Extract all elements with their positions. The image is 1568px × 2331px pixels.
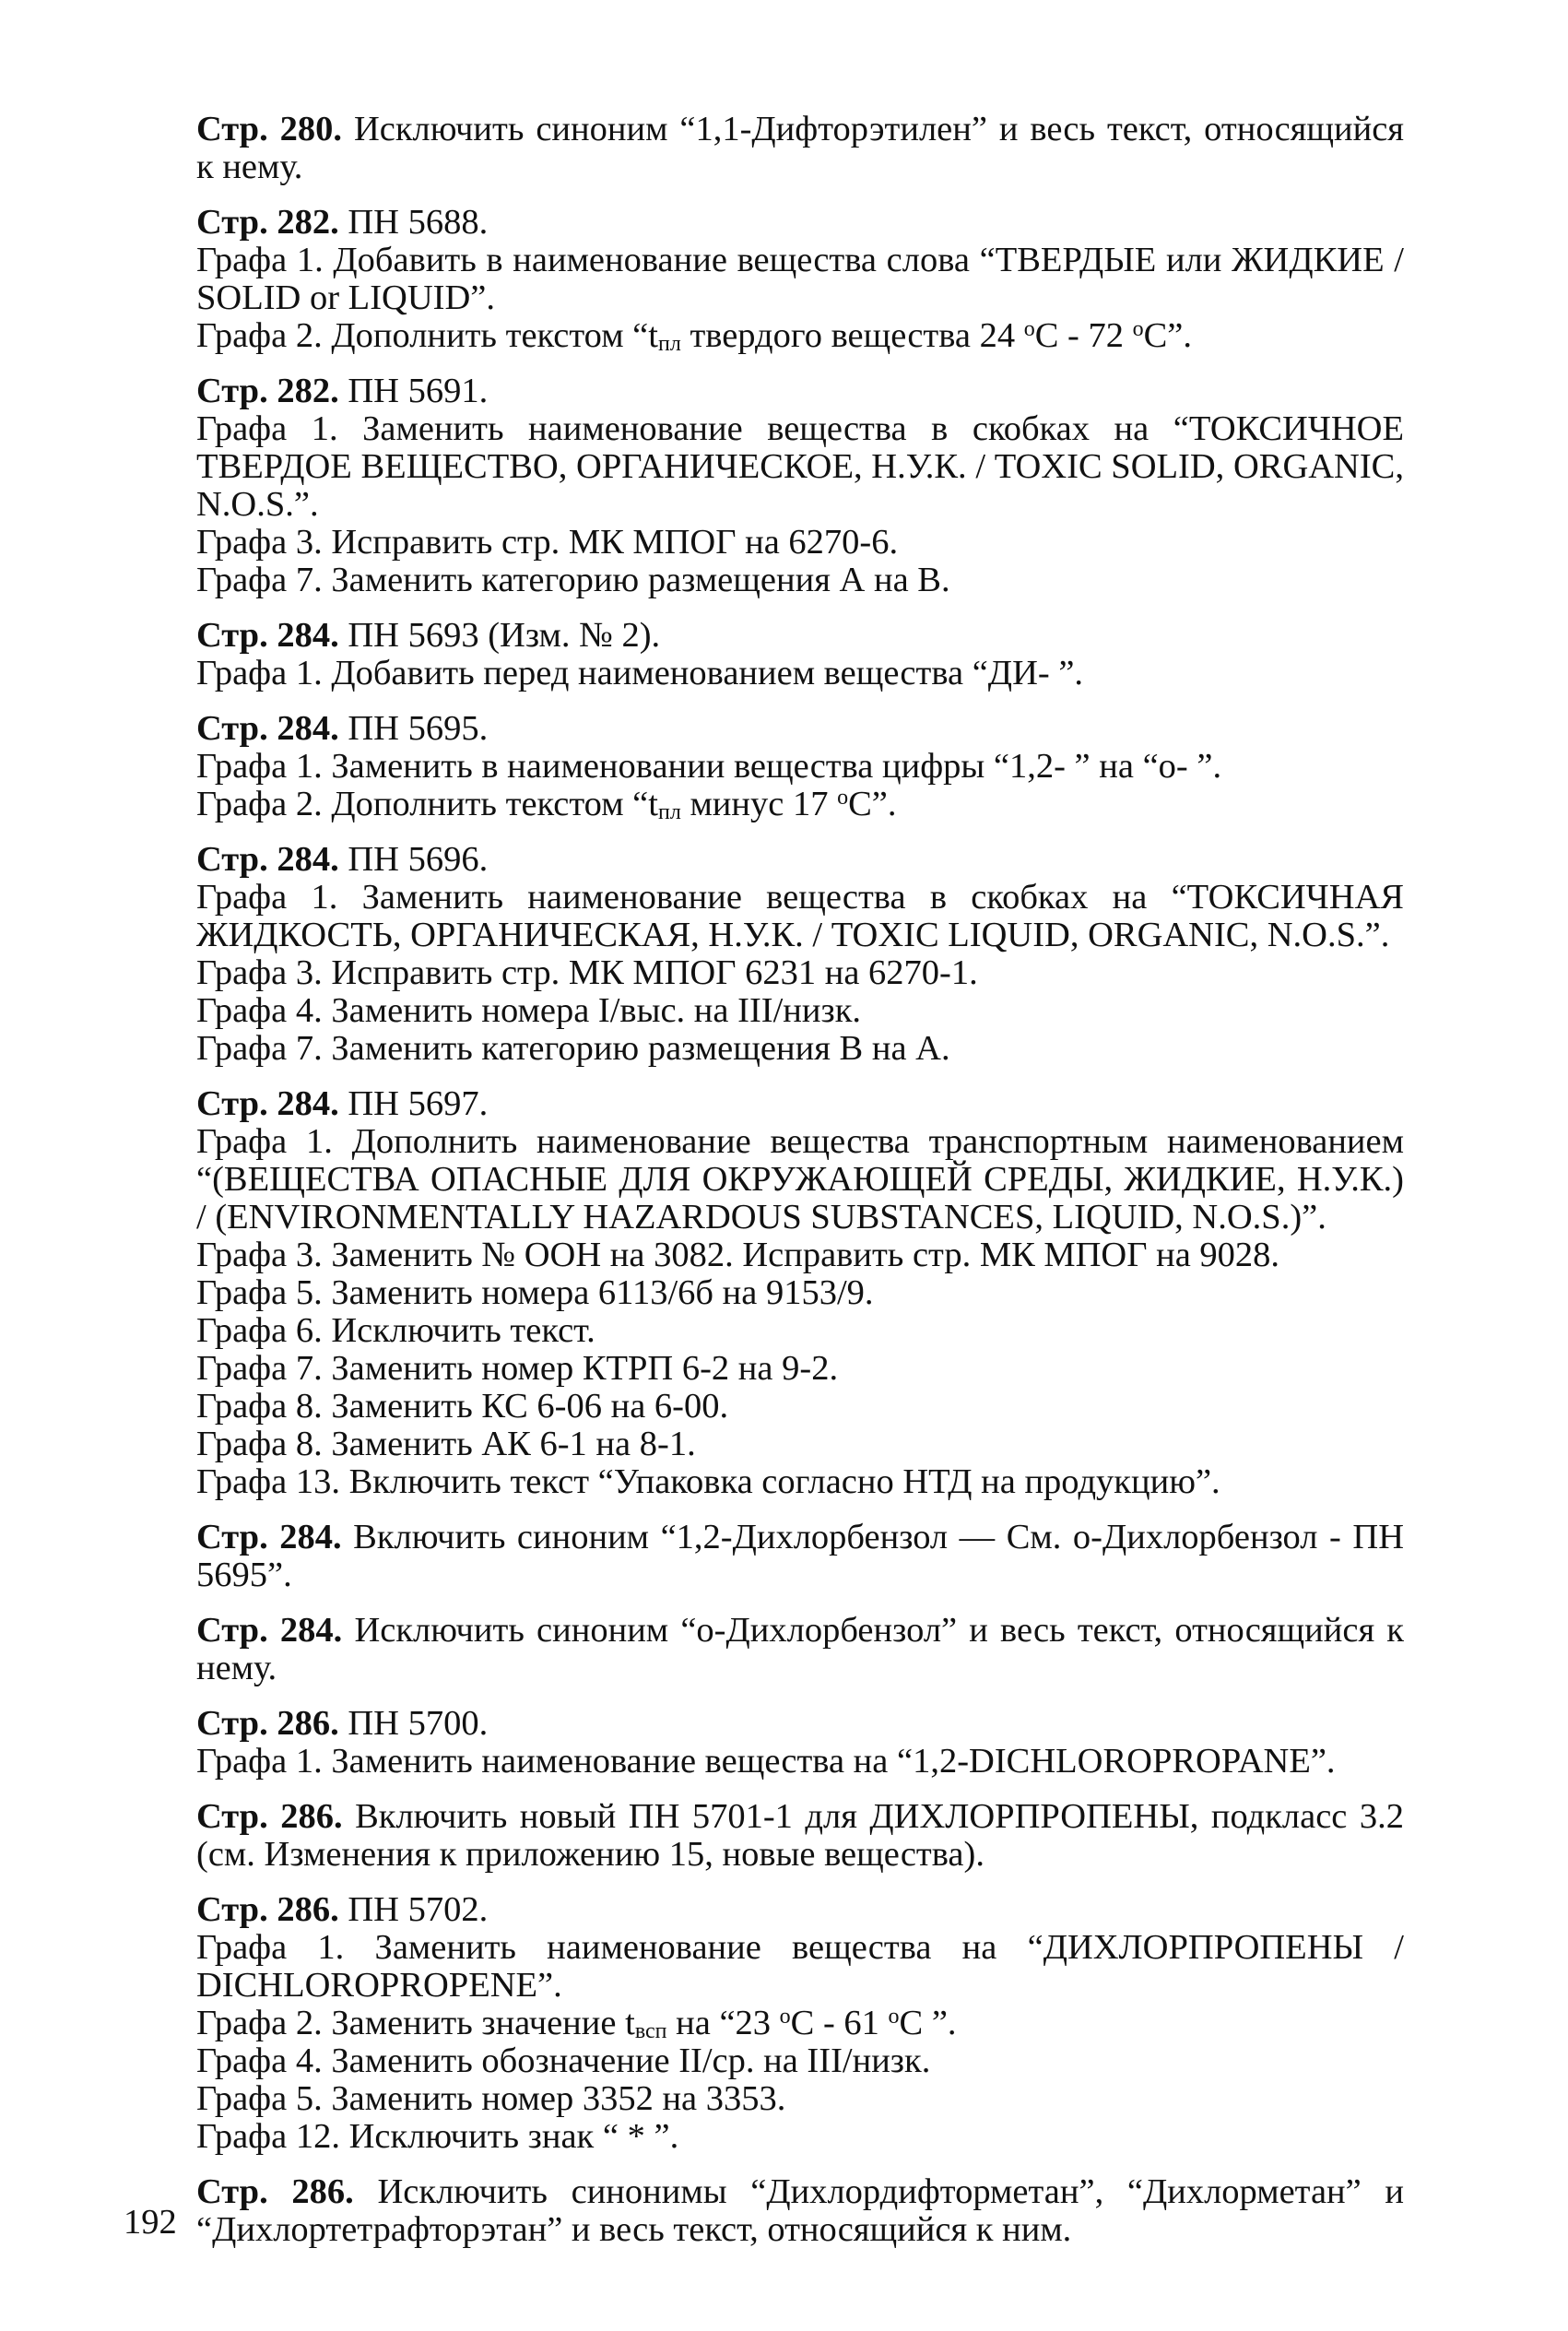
column-instruction: Графа 1. Добавить в наименование вещества слова “ТВЕРДЫЕ или ЖИДКИЕ / SOLID or LIQUID”. bbox=[196, 241, 1404, 317]
entry-heading bbox=[196, 710, 1404, 748]
column-instruction: Графа 1. Заменить в наименовании вещества цифры “1,2- ” на “о- ”. bbox=[196, 747, 1222, 786]
entry-text: ПН 5693 (Изм. № 2). bbox=[348, 616, 661, 655]
page-reference: Стр. 284. bbox=[196, 1518, 342, 1556]
column-instruction: Графа 3. Исправить стр. МК МПОГ 6231 на 6270-1. bbox=[196, 953, 978, 992]
change-entry bbox=[196, 1612, 1404, 1687]
change-entry bbox=[196, 1085, 1404, 1501]
page-reference: Стр. 284. bbox=[196, 1611, 343, 1650]
page-reference: Стр. 282. bbox=[196, 372, 339, 410]
entry-text: ПН 5695. bbox=[348, 709, 489, 748]
entry-text: ПН 5700. bbox=[348, 1704, 489, 1743]
page-reference: Стр. 284. bbox=[196, 616, 339, 655]
column-instruction: Графа 6. Исключить текст. bbox=[196, 1311, 595, 1350]
entry-heading bbox=[196, 1085, 1404, 1123]
page-reference: Стр. 284. bbox=[196, 709, 339, 748]
change-entry bbox=[196, 1705, 1404, 1781]
entry-text: Исключить синонимы “Дихлордифторметан”, “Дихлорметан” и “Дихлортетрафторэтан” и весь текст, относящийся к ним. bbox=[196, 2172, 1405, 2249]
page-reference: Стр. 286. bbox=[196, 1890, 339, 1929]
page-reference: Стр. 286. bbox=[196, 1797, 343, 1836]
page-reference: Стр. 284. bbox=[196, 840, 339, 879]
entry-text: Включить новый ПН 5701-1 для ДИХЛОРПРОПЕНЫ, подкласс 3.2 (см. Изменения к приложению 15, новые вещества). bbox=[196, 1797, 1404, 1874]
column-instruction: Графа 8. Заменить АК 6-1 на 8-1. bbox=[196, 1425, 696, 1463]
entry-text: ПН 5688. bbox=[348, 203, 489, 242]
entry-heading bbox=[196, 617, 1404, 655]
change-entry bbox=[196, 373, 1404, 599]
entry-heading bbox=[196, 204, 1404, 242]
column-instruction: Графа 2. Дополнить текстом “$t_{пл}$ твердого вещества 24 $^o$C - 72 $^o$C”. bbox=[196, 316, 1193, 356]
column-instruction: Графа 8. Заменить КС 6-06 на 6-00. bbox=[196, 1387, 729, 1426]
page-reference: Стр. 286. bbox=[196, 2172, 354, 2211]
change-entry bbox=[196, 204, 1404, 355]
column-instruction: Графа 5. Заменить номера 6113/6б на 9153/9. bbox=[196, 1273, 874, 1312]
column-instruction: Графа 1. Заменить наименование вещества на “1,2-DICHLOROPROPANE”. bbox=[196, 1742, 1336, 1781]
change-entry bbox=[196, 841, 1404, 1068]
column-instruction: Графа 2. Дополнить текстом “$t_{пл}$ минус 17 $^o$C”. bbox=[196, 785, 897, 824]
column-instruction: Графа 7. Заменить номер КТРП 6-2 на 9-2. bbox=[196, 1349, 839, 1388]
column-instruction: Графа 5. Заменить номер 3352 на 3353. bbox=[196, 2079, 786, 2118]
page-reference: Стр. 284. bbox=[196, 1084, 339, 1123]
entry-heading bbox=[196, 1798, 1404, 1874]
entry-text: Включить синоним “1,2-Дихлорбензол — См. о-Дихлорбензол - ПН 5695”. bbox=[196, 1518, 1404, 1594]
column-instruction: Графа 3. Исправить стр. МК МПОГ на 6270-6. bbox=[196, 523, 899, 562]
column-instruction: Графа 7. Заменить категорию размещения А на В. bbox=[196, 561, 950, 599]
column-instruction: Графа 7. Заменить категорию размещения В на А. bbox=[196, 1029, 950, 1068]
page-reference: Стр. 280. bbox=[196, 110, 343, 148]
document-body bbox=[196, 111, 1404, 2266]
entry-heading bbox=[196, 2173, 1404, 2249]
entry-text: Исключить синоним “о-Дихлорбензол” и весь текст, относящийся к нему. bbox=[196, 1611, 1405, 1687]
entry-text: ПН 5696. bbox=[348, 840, 489, 879]
change-entry bbox=[196, 1519, 1404, 1594]
column-instruction: Графа 1. Добавить перед наименованием вещества “ДИ- ”. bbox=[196, 654, 1084, 692]
column-instruction: Графа 3. Заменить № ООН на 3082. Исправить стр. МК МПОГ на 9028. bbox=[196, 1236, 1280, 1274]
entry-heading bbox=[196, 841, 1404, 879]
entry-heading bbox=[196, 1519, 1404, 1594]
entry-text: ПН 5691. bbox=[348, 372, 489, 410]
change-entry bbox=[196, 111, 1404, 186]
column-instruction: Графа 12. Исключить знак “ * ”. bbox=[196, 2117, 679, 2156]
entry-text: Исключить синоним “1,1-Дифторэтилен” и весь текст, относящийся к нему. bbox=[196, 110, 1405, 186]
column-instruction: Графа 2. Заменить значение $t_{всп}$ на “23 $^o$C - 61 $^o$C ”. bbox=[196, 2004, 957, 2043]
change-entry bbox=[196, 1891, 1404, 2156]
change-entry bbox=[196, 1798, 1404, 1874]
entry-text: ПН 5697. bbox=[348, 1084, 489, 1123]
change-entry bbox=[196, 710, 1404, 823]
column-instruction: Графа 1. Дополнить наименование вещества транспортным наименованием “(ВЕЩЕСТВА ОПАСНЫЕ ДЛЯ ОКРУЖАЮЩЕЙ СРЕДЫ, ЖИДКИЕ, Н.У.К.) / (ENVIRONMENTALLY HAZARDOUS SUBSTANCES, LIQUID, N.O.S.)”. bbox=[196, 1122, 1404, 1236]
column-instruction: Графа 4. Заменить обозначение II/ср. на III/низк. bbox=[196, 2041, 931, 2080]
column-instruction: Графа 1. Заменить наименование вещества на “ДИХЛОРПРОПЕНЫ / DICHLOROPROPENE”. bbox=[196, 1928, 1404, 2005]
page-reference: Стр. 286. bbox=[196, 1704, 339, 1743]
page-number: 192 bbox=[124, 2203, 177, 2242]
column-instruction: Графа 4. Заменить номера I/выс. на III/низк. bbox=[196, 991, 862, 1030]
column-instruction: Графа 13. Включить текст “Упаковка согласно НТД на продукцию”. bbox=[196, 1462, 1220, 1501]
column-instruction: Графа 1. Заменить наименование вещества в скобках на “ТОКСИЧНОЕ ТВЕРДОЕ ВЕЩЕСТВО, ОРГАНИЧЕСКОЕ, Н.У.К. / TOXIC SOLID, ORGANIC, N.O.S.”. bbox=[196, 409, 1404, 524]
page-reference: Стр. 282. bbox=[196, 203, 339, 242]
entry-heading bbox=[196, 1612, 1404, 1687]
entry-heading bbox=[196, 111, 1404, 186]
entry-text: ПН 5702. bbox=[348, 1890, 489, 1929]
entry-heading bbox=[196, 1891, 1404, 1929]
change-entry bbox=[196, 2173, 1404, 2249]
entry-heading bbox=[196, 1705, 1404, 1743]
column-instruction: Графа 1. Заменить наименование вещества в скобках на “ТОКСИЧНАЯ ЖИДКОСТЬ, ОРГАНИЧЕСКАЯ, Н.У.К. / TOXIC LIQUID, ORGANIC, N.O.S.”. bbox=[196, 878, 1404, 954]
change-entry bbox=[196, 617, 1404, 692]
entry-heading bbox=[196, 373, 1404, 410]
